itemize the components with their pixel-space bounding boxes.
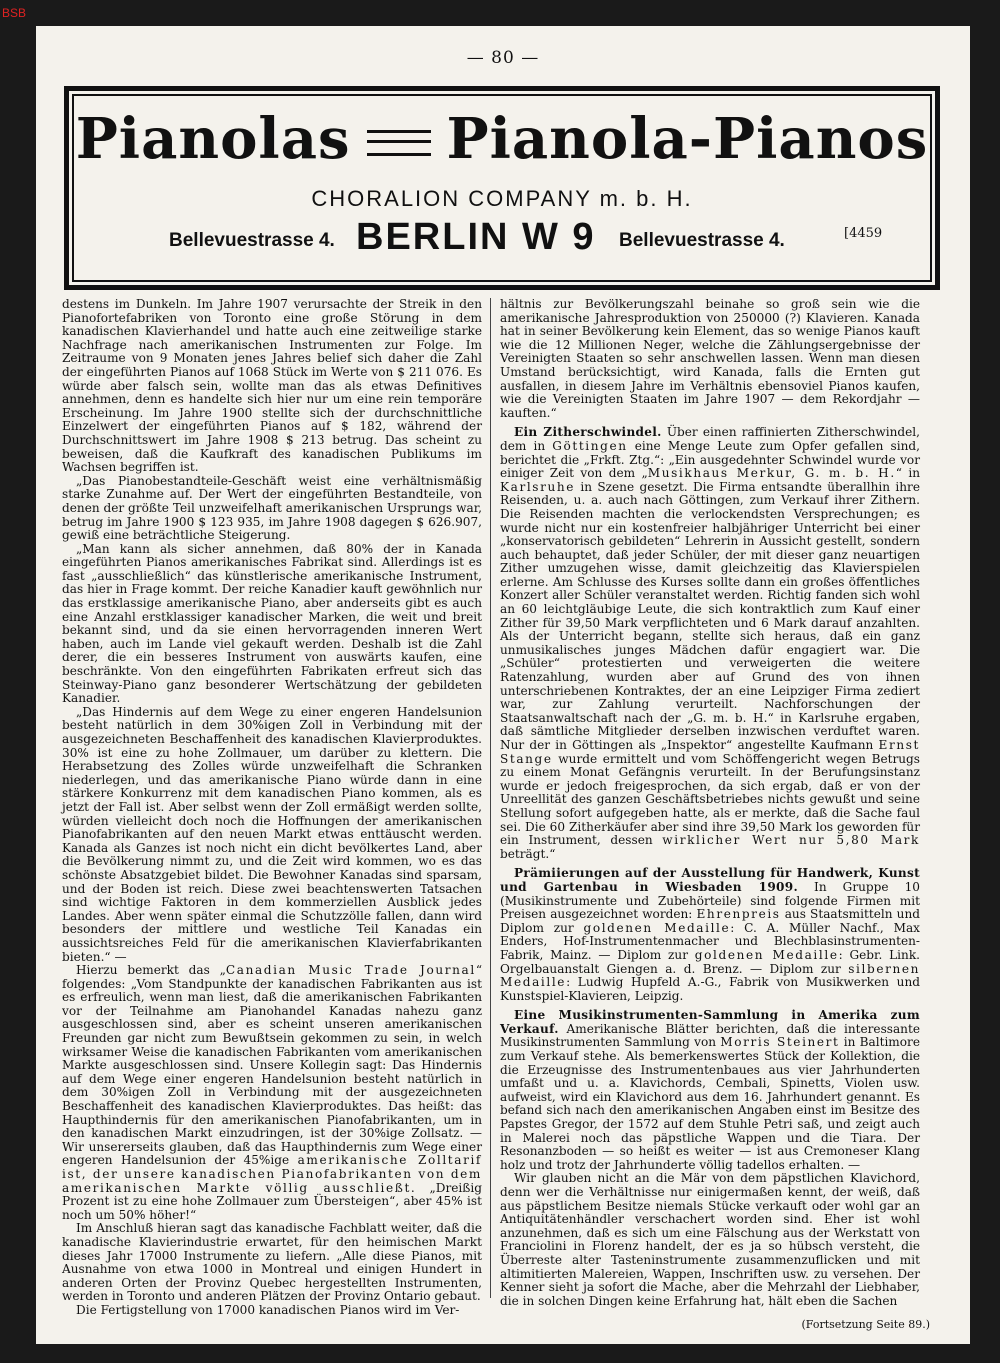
advertisement-inner-frame <box>72 94 932 282</box>
library-stamp: BSB <box>2 6 27 20</box>
article-heading: Eine Musikinstrumenten-Sammlung in Amerika zum Verkauf. <box>500 1008 920 1036</box>
ad-street-right: Bellevuestrasse 4. <box>619 230 785 251</box>
journal-title: Canadian Music Trade Journal <box>225 963 476 978</box>
advertisement-box <box>64 86 940 290</box>
article-musikinstrumenten-sammlung: Eine Musikinstrumenten-Sammlung in Amerika zum Verkauf. Amerikanische Blätter berichten, daß die interessante Musikinstrumenten Sammlung von Morris Steinert in Baltimore zum Verkauf stehe. Als bemerkenswertes Stück der Kollektion, die die Erzeugnisse des Instrumentenbaues aus vier Jahrhunderten umfaßt und u. a. Klavichords, Cembali, Spinetts, Violen usw. aufweist, wird ein Klavichord aus dem 16. Jahrhundert genannt. Es befand sich nach den amerikanischen Angaben einst im Besitze des Papstes Gregor, der 1572 auf dem Stuhle Petri saß, und zeigt auch in Malerei noch das päpstliche Wappen und die Tiara. Der Resonanzboden — so heißt es weiter — ist aus Cremoneser Klang holz und trotz der Jahrhunderte völlig tadellos erhalten. — <box>500 1008 920 1172</box>
paragraph: Wir glauben nicht an die Mär von dem päpstlichen Klavichord, denn wer die Verhältnisse nur einigermaßen kennt, der weiß, daß aus päpstlichem Besitze niemals Stücke verkauft oder wohl gar an Antiquitätenhändler verschachert worden sind. Eher ist wohl anzunehmen, daß es sich um eine Fälschung aus der Werkstatt von Franciolini in Florenz handelt, der es ja so hübsch versteht, die Überreste alter Tasteninstrumente zusammenzuflicken und mit altimitierten Malereien, Wappen, Inschriften usw. zu versehen. Der Kenner sieht ja sofort die Mache, aber die Mehrzahl der Liebhaber, die in solchen Dingen keine Erfahrung hat, hält eben die Sachen <box>500 1171 920 1308</box>
column-divider <box>490 298 491 1298</box>
ad-headline <box>74 106 930 172</box>
paragraph: Hierzu bemerkt das „Canadian Music Trade Journal“ folgendes: „Vom Standpunkte der kanadischen Fabrikanten aus ist es erfreulich, wenn man liest, daß die amerikanischen Fabrikanten vor der Teilnahme am Pianohandel Kanadas nahezu ganz ausgeschlossen sind, aber es scheint unseren amerikanischen Freunden gar nicht zum Bewußtsein gekommen zu sein, in welch wirksamer Weise die kanadischen Fabrikanten vom amerikanischen Markte ausgeschlossen sind. Unsere Kollegin sagt: Das Hindernis auf dem Wege einer engeren Handelsunion besteht natürlich in dem 30%igen Zoll in Verbindung mit der ausgezeichneten Beschaffenheit des kanadischen Klavierproduktes. Das heißt: das Haupthindernis für den amerikanischen Pianofabrikanten, um in den kanadischen Markt einzudringen, ist der 30%ige Zollsatz. — Wir unsererseits glauben, daß das Haupthindernis zum Wege einer engeren Handelsunion der 45%ige amerikanische Zolltarif ist, der unsere kanadischen Pianofabrikanten von dem amerikanischen Markte völlig ausschließt. „Dreißig Prozent ist zu eine hohe Zollmauer zum Übersteigen“, aber 45% ist noch um 50% höher!“ <box>62 963 483 1222</box>
paragraph: „Das Hindernis auf dem Wege zu einer engeren Handelsunion besteht natürlich in dem 30%igen Zoll in Verbindung mit der ausgezeichneten Beschaffenheit des kanadischen Klavierproduktes. 30% ist eine zu hohe Zollmauer, um darüber zu klettern. Die Herabsetzung des Zolles würde unzweifelhaft die Schranken niederlegen, und das amerikanische Piano würde dann in eine stärkere Konkurrenz mit dem kanadischen Piano kommen, als es jetzt der Fall ist. Aber selbst wenn der Zoll ermäßigt werden sollte, würden vielleicht doch noch die Hoffnungen der amerikanischen Pianofabrikanten auf den neuen Markt etwas enttäuscht werden. Kanada als Ganzes ist noch nicht ein dicht bevölkertes Land, aber die Bevölkerung nimmt zu, und die Zeit wird kommen, wo es das schönste Absatzgebiet bildet. Die Bewohner Kanadas sind sparsam, und der Boden ist reich. Diese zwei beachtenswerten Tatsachen sind wichtige Faktoren in dem kommerziellen Ausblick jedes Landes. Aber wenn später einmal die Schutzzölle fallen, dann wird besonders der mittlere und westliche Teil Kanadas ein aussichtsreiches Feld für die amerikanischen Klavierfabrikanten bieten.“ — <box>62 704 482 964</box>
page-number: — 80 — <box>466 48 540 68</box>
paragraph: „Das Pianobestandteile-Geschäft weist eine verhältnismäßig starke Zunahme auf. Der Wert der eingeführten Bestandteile, von denen der größte Teil unzweifelhaft amerikanischen Ursprungs war, betrug im Jahre 1900 $ 123 935, im Jahre 1908 dagegen $ 626.907, gewiß eine beträchtliche Steigerung. <box>62 473 482 543</box>
paragraph: destens im Dunkeln. Im Jahre 1907 verursachte der Streik in den Pianofortefabriken von Toronto eine große Störung in dem kanadischen Klavierhandel und hatte auch eine zeitweilige starke Nachfrage nach amerikanischen Instrumenten zur Folge. Im Zeitraume von 9 Monaten jenes Jahres belief sich daher die Zahl der eingeführten Pianos auf 1068 Stück im Werte von $ 211 076. Es würde aber falsch sein, wollte man das als etwas Definitives annehmen, denn es handelte sich hier nur um eine rein temporäre Erscheinung. Im Jahre 1900 stellte sich der durchschnittliche Einzelwert der eingeführten Pianos auf $ 182, während der Durchschnittswert im Jahre 1908 $ 213 betrug. Das scheint zu beweisen, daß die Kaufkraft des kanadischen Publikums im Wachsen begriffen ist. <box>62 297 482 475</box>
paragraph: Die Fertigstellung von 17000 kanadischen Pianos wird im Ver- <box>76 1302 460 1317</box>
left-column <box>62 297 483 1317</box>
continuation-note: (Fortsetzung Seite 89.) <box>801 1318 930 1331</box>
ad-reference-number: [4459 <box>844 226 883 241</box>
ad-street-left: Bellevuestrasse 4. <box>169 230 335 251</box>
ad-address-row <box>74 216 930 260</box>
ad-word-left: Pianolas <box>75 106 351 172</box>
ad-city: BERLIN W 9 <box>356 216 596 258</box>
article-columns <box>62 297 932 1317</box>
article-praemiierungen: Prämiierungen auf der Ausstellung für Handwerk, Kunst und Gartenbau in Wiesbaden 1909. In Gruppe 10 (Musikinstrumente und Zubehörteile) sind folgende Firmen mit Preisen ausgezeichnet worden: Ehrenpreis aus Staatsmitteln und Diplom zur goldenen Medaille: C. A. Müller Nachf., Max Enders, Hof-Instrumentenmacher und Blechblasinstrumenten-Fabrik, Mainz. — Diplom zur goldenen Medaille: Gebr. Link. Orgelbauanstalt Giengen a. d. Brenz. — Diplom zur silbernen Medaille: Ludwig Hupfeld A.-G., Fabrik von Musikwerken und Kunstspiel-Klavieren, Leipzig. <box>500 866 921 1003</box>
article-heading: Prämiierungen auf der Ausstellung für Handwerk, Kunst und Gartenbau in Wiesbaden 1909. <box>500 866 920 894</box>
emphasized-text: amerikanische Zolltarif ist, der unsere kanadischen Pianofabrikanten von dem amerikanischen Markte völlig ausschließt. <box>62 1153 482 1195</box>
ad-company-name: CHORALION COMPANY m. b. H. <box>311 186 693 211</box>
article-heading: Ein Zitherschwindel. <box>514 425 662 440</box>
ad-word-right: Pianola-Pianos <box>446 106 929 172</box>
paragraph: „Man kann als sicher annehmen, daß 80% der in Kanada eingeführten Pianos amerikanisches Fabrikat sind. Allerdings ist es fast „ausschließlich“ das künstlerische amerikanische Instrument, das hier in Frage kommt. Der reiche Kanadier kauft gewöhnlich nur das erstklassige amerikanische Piano, aber anderseits gibt es auch eine Anzahl erstklassiger kanadischer Marken, die weit und breit bekannt sind, und da sie einen hervorragenden inneren Wert haben, auch im Lande viel gekauft werden. Deshalb ist die Zahl derer, die ein besseres Instrument von auswärts kaufen, eine beschränkte. Von den eingeführten Fabrikaten erfreut sich das Steinway-Piano ganz besonderer Wertschätzung der gebildeten Kanadier. <box>62 541 482 706</box>
article-zitherschwindel: Ein Zitherschwindel. Über einen raffinierten Zitherschwindel, dem in Göttingen eine Menge Leute zum Opfer gefallen sind, berichtet die „Frkft. Ztg.“: „Ein ausgedehnter Schwindel wurde vor einiger Zeit von dem „Musikhaus Merkur, G. m. b. H.“ in Karlsruhe in Szene gesetzt. Die Firma entsandte überallhin ihre Reisenden, u. a. auch nach Göttingen, zum Verkauf ihrer Zithern. Die Reisenden machten die verlockendsten Versprechungen; es wurde nicht nur ein kostenfreier halbjähriger Unterricht bei einer „konservatorisch gebildeten“ Lehrerin in Aussicht gestellt, sondern auch behauptet, daß jeder Schüler, der mit dieser ganz neuartigen Zither umzugehen wisse, damit gleichzeitig das Klavierspielen erlerne. Am Schlusse des Kurses sollte dann ein großes öffentliches Konzert aller Schüler veranstaltet werden. Richtig fanden sich wohl an 60 leichtgläubige Leute, die sich kontraktlich zum Kauf einer Zither für 39,50 Mark verpflichteten und 6 Mark darauf anzahlten. Als der Unterricht begann, stellte sich heraus, daß ein ganz unmusikalisches junges Mädchen dafür engagiert war. Die „Schüler“ protestierten und verweigerten die weitere Ratenzahlung, wurden aber auf Grund des von ihnen unterschriebenen Kontraktes, der an eine Leipziger Firma zediert war, zur Zahlung verurteilt. Nachforschungen der Staatsanwaltschaft nach der „G. m. b. H.“ in Karlsruhe ergaben, daß sämtliche Mitglieder derselben inzwischen verduftet waren. Nur der in Göttingen als „Inspektor“ angestellte Kaufmann Ernst Stange wurde ermittelt und vom Schöffengericht wegen Betrugs zu einem Monat Gefängnis verurteilt. In der Berufungsinstanz wurde er jedoch freigesprochen, da sich ergab, daß er von der Unreellität des ganzen Geschäftsbetriebes nichts gewußt und seine Stellung sofort aufgegeben hatte, als er merkte, daß die Sache faul sei. Die 60 Zitherkäufer aber sind ihre 39,50 Mark los geworden für ein Instrument, dessen wirklicher Wert nur 5,80 Mark beträgt.“ <box>500 425 920 861</box>
paragraph: hältnis zur Bevölkerungszahl beinahe so groß sein wie die amerikanische Jahresproduktion von 250000 (?) Klavieren. Kanada hat in seiner Bevölkerung kein Element, das so wenige Pianos kauft wie die 12 Millionen Neger, welche die Zählungsergebnisse der Vereinigten Staaten so sehr anschwellen lassen. Wenn man diesen Umstand berücksichtigt, wird Kanada, falls die Ernten gut ausfallen, in diesem Jahre im Verhältnis ebensoviel Pianos kaufen, wie die Vereinigten Staaten im Jahre 1907 — dem Rekordjahr — kauften.“ <box>500 297 920 420</box>
newspaper-page <box>36 26 970 1344</box>
paragraph: Im Anschluß hieran sagt das kanadische Fachblatt weiter, daß die kanadische Klavierindustrie erwartet, für den heimischen Markt dieses Jahr 17000 Instrumente zu liefern. „Alle diese Pianos, mit Ausnahme von etwa 1000 in Montreal und einigen Hundert in anderen Orten der Provinz Quebec hergestellten Instrumenten, werden in Toronto und anderen Plätzen der Provinz Ontario gebaut. <box>62 1221 482 1304</box>
equals-sign-icon <box>367 130 431 156</box>
right-column <box>500 297 921 1308</box>
